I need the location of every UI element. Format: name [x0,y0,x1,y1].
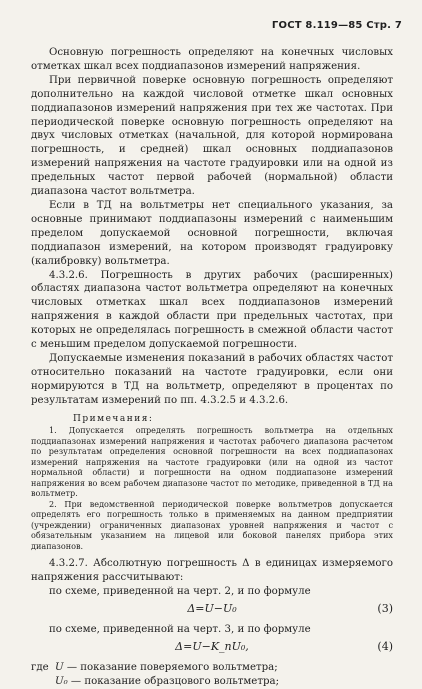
definition-row [31,675,393,689]
note-item: 2. При ведомственной периодической поверке вольтметров допускается определять его погрешность только в применяемых на данном предприятии (учреждении) ограниченных диапазонах уровней напряжения и частот с обязательным указанием на лицевой или боковой панелях прибора этих диапазонов. [31,498,393,551]
formula-3-expression: Δ=U−U₀ [187,601,237,615]
paragraph: Если в ТД на вольтметры нет специального указания, за основные принимают поддиапазоны измерений с наименьшим пределом допускаемой основной погрешности, включая поддиапазон измерений, на котором производят градуировку (калибровку) вольтметра. [31,199,393,267]
definition-prefix [31,675,55,689]
paragraph: Допускаемые изменения показаний в рабочих областях частот относительно показаний на частоте градуировки, если они нормируются в ТД на вольтметр, определяют в процентах по результатам измерений по пп. 4.3.2.5 и 4.3.2.6. [31,352,393,406]
section-4-3-2-7: 4.3.2.7. Абсолютную погрешность Δ в единицах измеряемого напряжения рассчитывают: [31,558,393,583]
formula-3-number: (3) [377,601,393,615]
formula-4-expression: Δ=U−K_пU₀, [175,639,249,653]
scheme-3-text: по схеме, приведенной на черт. 3, и по формуле [49,623,311,635]
paragraph: 4.3.2.6. Погрешность в других рабочих (расширенных) областях диапазона частот вольтметра определяют на конечных числовых отметках шкал всех поддиапазонов измерений напряжения в каждой области при предельных частотах, при которых не определялась погрешность в смежной области частот с меньшим пределом допускаемой погрешности. [31,269,393,351]
formula-3 [31,599,393,623]
page-header: ГОСТ 8.119—85 Стр. 7 [271,20,402,31]
note-item: 1. Допускается определять погрешность вольтметра на отдельных поддиапазонах измерений напряжения и частотах рабочего диапазона расчетом по результатам определения основной погрешности на всех поддиапазонах измерений напряжения на частоте градуировки (или на одной из частот нормальной области) и погрешности на одном поддиапазоне измерений напряжения во всем рабочем диапазоне частот по методике, приведенной в ТД на вольтметр. [31,425,393,499]
definition-symbol: U₀ [55,675,68,687]
document-body [31,46,393,689]
definition-row [31,661,393,675]
definition-text: — показание образцового вольтметра; [67,675,279,687]
notes-title: Примечания: [73,413,154,424]
formula-4-number: (4) [377,639,393,653]
definitions [31,661,393,689]
scheme-2-text: по схеме, приведенной на черт. 2, и по формуле [49,585,311,597]
definition-text: — показание поверяемого вольтметра; [63,661,278,673]
paragraph: При первичной поверке основную погрешность определяют дополнительно на каждой числовой отметке шкал основных поддиапазонов измерений напряжения при тех же частотах. При периодической поверке основную погрешность определяют на двух числовых отметках (начальной, для которой нормирована погрешность, и средней) шкал основных поддиапазонов измерений напряжения на частоте градуировки или на одной из предельных частот первой рабочей (нормальной) области диапазона частот вольтметра. [31,74,393,198]
definition-symbol: U [55,661,64,673]
formula-4 [31,637,393,661]
definition-prefix: где [31,661,49,673]
paragraph: Основную погрешность определяют на конечных числовых отметках шкал всех поддиапазонов измерений напряжения. [31,47,393,72]
